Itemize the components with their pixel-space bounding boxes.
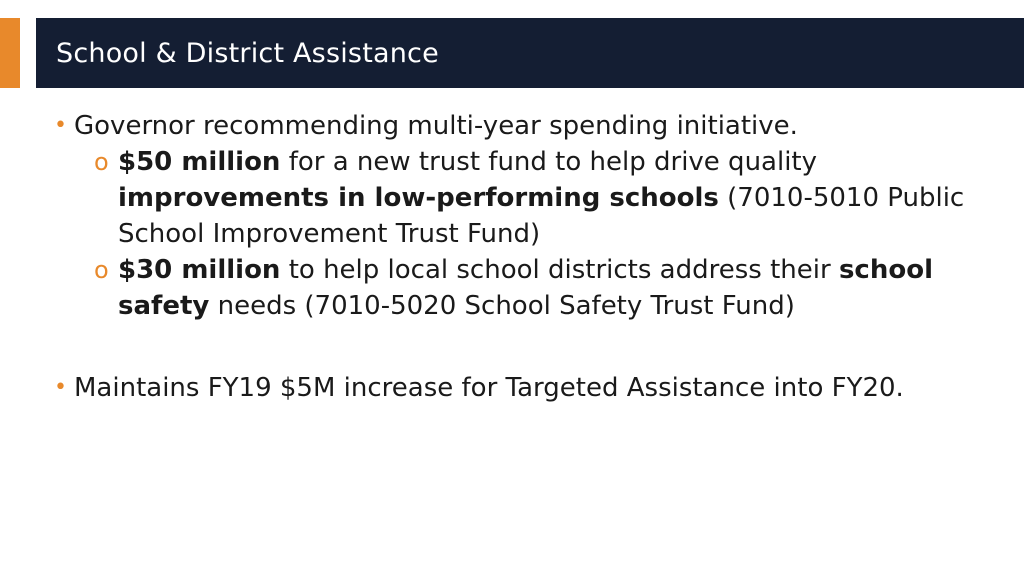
spacer — [54, 324, 984, 370]
bullet-text: Maintains FY19 $5M increase for Targeted Assistance into FY20. — [74, 373, 904, 403]
emphasis-text: improvements in low-performing schools — [118, 183, 719, 213]
sub-bullet-item — [94, 252, 984, 324]
sub-bullet-text — [118, 252, 984, 324]
body-text: needs (7010-5020 School Safety Trust Fund) — [209, 291, 795, 321]
bullet-marker: • — [54, 113, 67, 138]
title-bar — [36, 18, 1024, 88]
body-text: to help local school districts address their — [280, 255, 839, 285]
bullet-item — [54, 370, 984, 406]
bullet-item — [54, 108, 984, 144]
sub-bullet-marker: o — [94, 148, 109, 176]
body-text: (7010-5010 Public School Improvement Trust Fund) — [118, 183, 965, 249]
sub-bullet-text — [118, 144, 984, 252]
emphasis-text: school safety — [118, 255, 933, 321]
body-text: for a new trust fund to help drive quality — [280, 147, 818, 177]
sub-bullet-marker: o — [94, 256, 109, 284]
sub-bullet-item — [94, 144, 984, 252]
slide-content — [54, 108, 984, 406]
amount-text: $50 million — [118, 147, 281, 177]
page-title: School & District Assistance — [56, 37, 439, 69]
amount-text: $30 million — [118, 255, 281, 285]
bullet-marker: • — [54, 375, 67, 400]
title-accent-bar — [0, 18, 20, 88]
bullet-text: Governor recommending multi-year spending initiative. — [74, 111, 798, 141]
